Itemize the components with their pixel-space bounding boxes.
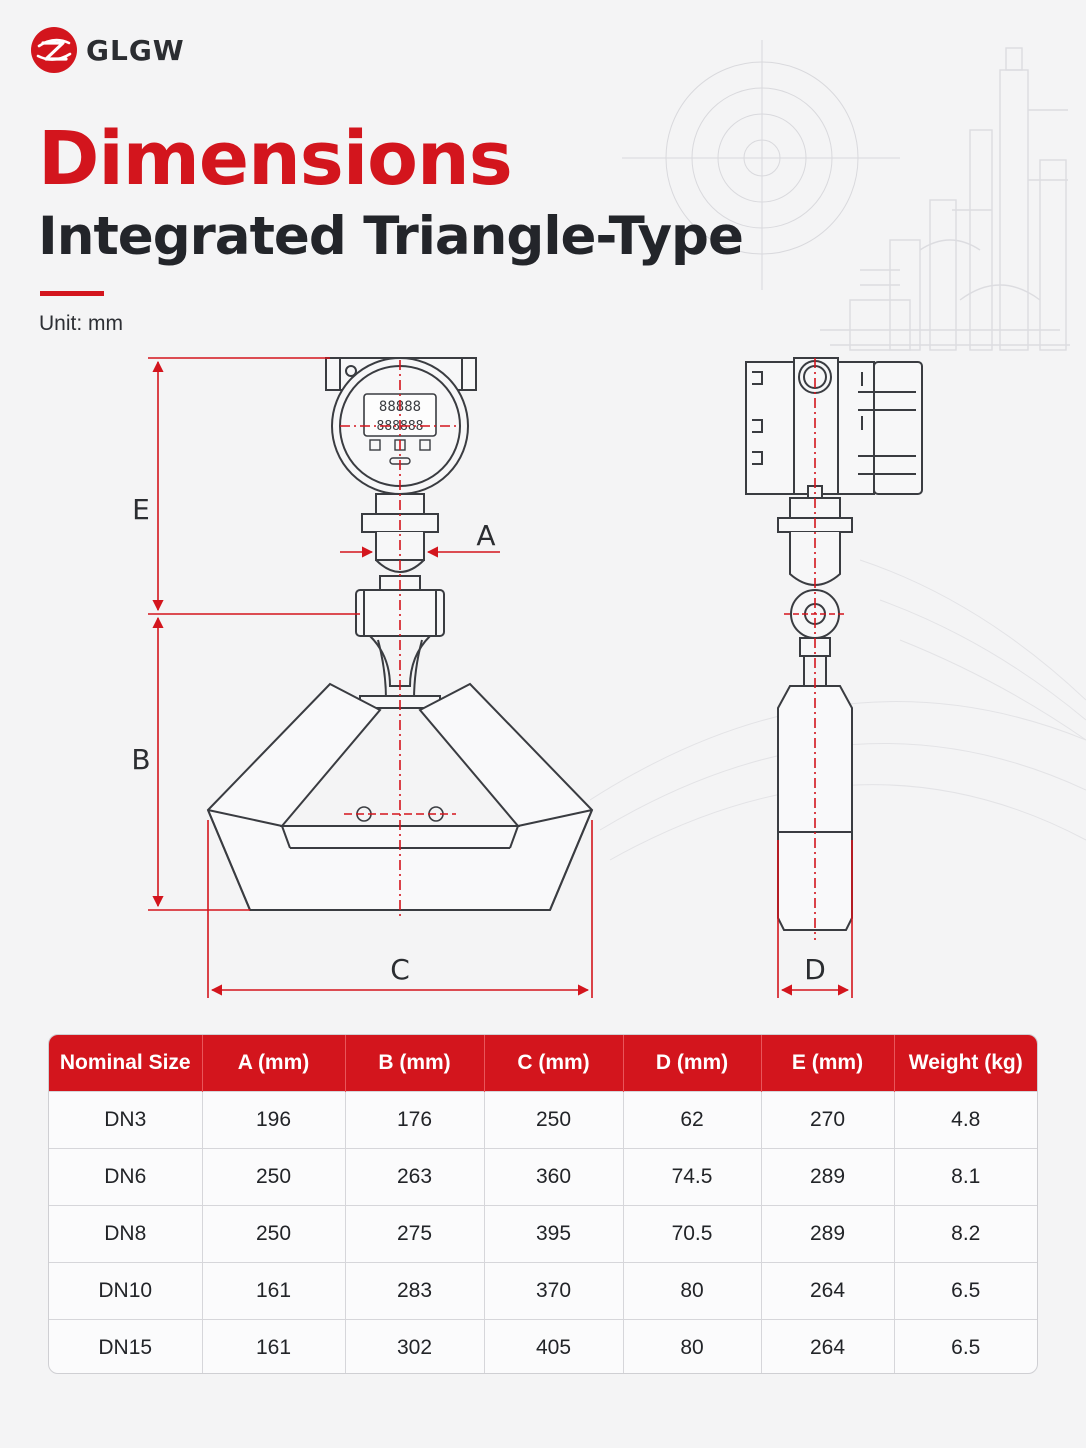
brand-logo — [30, 26, 185, 74]
cell-d: 80 — [623, 1263, 761, 1320]
dimension-label-e: E — [132, 493, 150, 526]
header-b: B (mm) — [345, 1035, 484, 1092]
brand-name: GLGW — [86, 33, 185, 67]
page-subtitle: Integrated Triangle-Type — [38, 206, 743, 267]
cell-e: 289 — [761, 1206, 894, 1263]
cell-d: 70.5 — [623, 1206, 761, 1263]
cell-c: 250 — [484, 1092, 623, 1149]
page-title: Dimensions — [38, 116, 512, 202]
cell-weight: 6.5 — [894, 1320, 1037, 1375]
cell-d: 74.5 — [623, 1149, 761, 1206]
cell-d: 80 — [623, 1320, 761, 1375]
cell-weight: 8.2 — [894, 1206, 1037, 1263]
cell-c: 360 — [484, 1149, 623, 1206]
glgw-logo-icon — [30, 26, 78, 74]
table-row — [49, 1149, 1037, 1206]
cell-b: 283 — [345, 1263, 484, 1320]
cell-b: 275 — [345, 1206, 484, 1263]
unit-label: Unit: mm — [39, 312, 123, 335]
table-row — [49, 1092, 1037, 1149]
header-c: C (mm) — [484, 1035, 623, 1092]
cell-b: 263 — [345, 1149, 484, 1206]
cell-e: 264 — [761, 1263, 894, 1320]
cell-b: 302 — [345, 1320, 484, 1375]
lcd-bottom-digits: 888888 — [376, 419, 424, 434]
dimension-label-a: A — [476, 519, 496, 552]
cell-c: 370 — [484, 1263, 623, 1320]
header-weight: Weight (kg) — [894, 1035, 1037, 1092]
side-housing — [746, 362, 794, 494]
cell-nominal-size: DN10 — [49, 1263, 202, 1320]
cell-nominal-size: DN3 — [49, 1092, 202, 1149]
header-e: E (mm) — [761, 1035, 894, 1092]
cell-nominal-size: DN6 — [49, 1149, 202, 1206]
cell-nominal-size: DN15 — [49, 1320, 202, 1375]
cell-c: 405 — [484, 1320, 623, 1375]
dimension-label-c: C — [390, 953, 410, 986]
table-row — [49, 1320, 1037, 1375]
cell-a: 250 — [202, 1206, 345, 1263]
title-accent-bar — [40, 291, 104, 296]
cell-c: 395 — [484, 1206, 623, 1263]
dimensions-table — [48, 1034, 1038, 1374]
table-row — [49, 1263, 1037, 1320]
cell-d: 62 — [623, 1092, 761, 1149]
lcd-top-digits: 88888 — [378, 399, 422, 415]
cell-weight: 6.5 — [894, 1263, 1037, 1320]
cell-a: 161 — [202, 1263, 345, 1320]
cell-nominal-size: DN8 — [49, 1206, 202, 1263]
header-nominal-size: Nominal Size — [49, 1035, 202, 1092]
cell-weight: 8.1 — [894, 1149, 1037, 1206]
table-row — [49, 1206, 1037, 1263]
cell-a: 161 — [202, 1320, 345, 1375]
header-d: D (mm) — [623, 1035, 761, 1092]
cell-weight: 4.8 — [894, 1092, 1037, 1149]
dimension-label-b: B — [131, 743, 151, 776]
table-header-row — [49, 1035, 1037, 1092]
cell-e: 270 — [761, 1092, 894, 1149]
header-a: A (mm) — [202, 1035, 345, 1092]
cell-e: 264 — [761, 1320, 894, 1375]
cell-e: 289 — [761, 1149, 894, 1206]
triangle-body — [208, 684, 592, 910]
dimension-label-d: D — [804, 953, 826, 986]
dimension-drawing — [0, 340, 1086, 1020]
cell-b: 176 — [345, 1092, 484, 1149]
cell-a: 196 — [202, 1092, 345, 1149]
cell-a: 250 — [202, 1149, 345, 1206]
side-view — [746, 358, 922, 930]
